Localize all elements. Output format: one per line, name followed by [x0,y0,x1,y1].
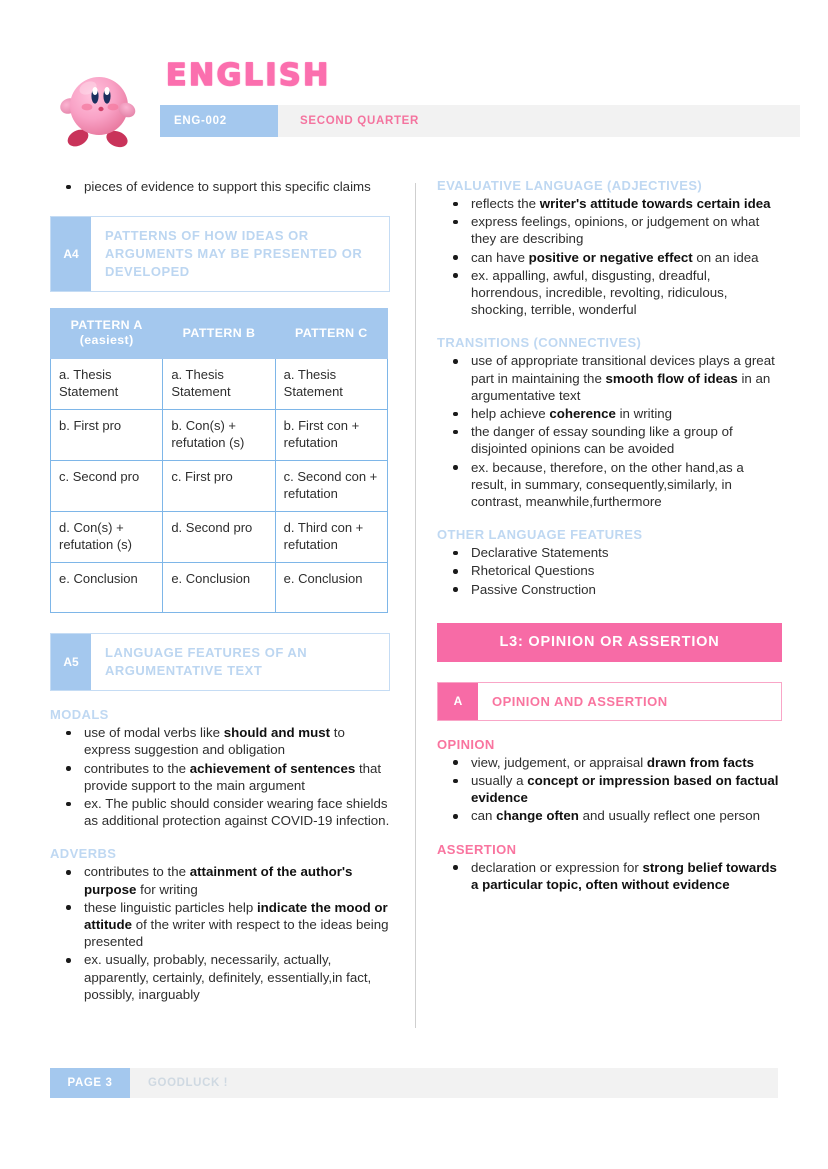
left-column [50,178,390,1004]
page-header [0,0,828,160]
section-a-title: OPINION AND ASSERTION [492,693,668,709]
assertion-bullet-list [437,859,782,893]
table-header-cell [163,309,275,359]
list-item: can have positive or negative effect on an idea [437,249,782,266]
right-column [437,178,782,894]
list-item: Declarative Statements [437,544,782,561]
list-item: pieces of evidence to support this specific claims [50,178,390,195]
quarter-label: SECOND QUARTER [300,115,420,127]
list-item: declaration or expression for strong belief towards a particular topic, often without evidence [437,859,782,893]
page-title: ENGLISH [166,58,331,93]
table-cell: d. Con(s) + refutation (s) [51,512,163,563]
opinion-bullet-list [437,754,782,825]
table-cell: a. Thesis Statement [163,359,275,410]
intro-bullet-list [50,178,390,195]
table-row [51,410,388,461]
list-item: express feelings, opinions, or judgement on what they are describing [437,213,782,247]
list-item: contributes to the attainment of the author's purpose for writing [50,863,390,897]
table-header-row [51,309,388,359]
section-a5-tag: A5 [51,634,91,690]
page-footer [50,1068,778,1098]
modals-bullet-list [50,724,390,829]
table-row [51,563,388,613]
section-transitions [437,335,782,510]
list-item: Passive Construction [437,581,782,598]
section-adverbs [50,846,390,1003]
course-code-badge: ENG-002 [160,105,278,137]
section-label-modals: MODALS [50,707,109,723]
column-divider [415,183,416,1028]
section-a-box [437,682,782,721]
section-evaluative-language [437,178,782,318]
section-opinion [437,737,782,825]
list-item: the danger of essay sounding like a group of disjointed opinions can be avoided [437,423,782,457]
list-item: contributes to the achievement of sentences that provide support to the main argument [50,760,390,794]
transitions-bullet-list [437,352,782,510]
header-info-bar [160,105,800,137]
other-features-bullet-list [437,544,782,598]
list-item: these linguistic particles help indicate the mood or attitude of the writer with respect to the ideas being presented [50,899,390,951]
header-main: PATTERN A [70,318,143,333]
table-cell: a. Thesis Statement [275,359,387,410]
section-modals [50,707,390,829]
table-cell: c. Second con + refutation [275,461,387,512]
section-label-assertion: ASSERTION [437,841,517,857]
table-cell: a. Thesis Statement [51,359,163,410]
section-a4-box [50,216,390,292]
lesson-banner-l3: L3: OPINION OR ASSERTION [437,623,782,662]
section-label-evaluative-language: EVALUATIVE LANGUAGE (ADJECTIVES) [437,178,703,193]
list-item: help achieve coherence in writing [437,405,782,422]
table-cell: d. Second pro [163,512,275,563]
table-cell: b. First con + refutation [275,410,387,461]
adverbs-bullet-list [50,863,390,1003]
list-item: can change often and usually reflect one person [437,807,782,824]
table-row [51,461,388,512]
table-cell: c. First pro [163,461,275,512]
section-label-transitions: TRANSITIONS (CONNECTIVES) [437,335,642,351]
section-label-other-language-features: OTHER LANGUAGE FEATURES [437,527,643,543]
list-item: ex. because, therefore, on the other hand,as a result, in summary, consequently,similarly, in contrast, meanwhile,furthermore [437,459,782,511]
section-label-opinion: OPINION [437,736,495,752]
list-item: ex. appalling, awful, disgusting, dreadful, horrendous, incredible, revolting, ridiculous, shocking, terrible, wonderful [437,267,782,319]
table-row [51,512,388,563]
list-item: use of appropriate transitional devices plays a great part in maintaining the smooth flow of ideas in an argumentative text [437,352,782,404]
table-cell: e. Conclusion [163,563,275,613]
table-cell: e. Conclusion [51,563,163,613]
list-item: usually a concept or impression based on factual evidence [437,772,782,806]
list-item: ex. The public should consider wearing face shields as additional protection against COVID-19 infection. [50,795,390,829]
table-header-cell [51,309,163,359]
list-item: Rhetorical Questions [437,562,782,579]
header-main: PATTERN B [182,325,256,340]
section-a-tag: A [438,683,478,720]
table-cell: e. Conclusion [275,563,387,613]
header-main: PATTERN C [294,325,368,340]
section-a4-title: PATTERNS OF HOW IDEAS OR ARGUMENTS MAY BE PRESENTED OR DEVELOPED [105,228,363,280]
kirby-mascot-icon [56,62,140,150]
table-header-cell [275,309,387,359]
footer-message: GOODLUCK ! [148,1077,229,1089]
page-number-badge: PAGE 3 [50,1068,130,1098]
list-item: reflects the writer's attitude towards certain idea [437,195,782,212]
section-label-adverbs: ADVERBS [50,846,117,862]
table-cell: b. First pro [51,410,163,461]
section-other-language-features [437,527,782,598]
table-cell: b. Con(s) + refutation (s) [163,410,275,461]
notes-content [0,178,828,1038]
section-a5-title: LANGUAGE FEATURES OF AN ARGUMENTATIVE TEXT [105,645,308,679]
table-cell: d. Third con + refutation [275,512,387,563]
list-item: use of modal verbs like should and must to express suggestion and obligation [50,724,390,758]
patterns-table [50,308,388,613]
list-item: view, judgement, or appraisal drawn from facts [437,754,782,771]
evaluative-bullet-list [437,195,782,318]
header-sub: (easiest) [79,333,134,348]
section-a5-box [50,633,390,691]
table-row [51,359,388,410]
section-a4-tag: A4 [51,217,91,291]
section-assertion [437,842,782,893]
patterns-table-body [51,359,388,613]
list-item: ex. usually, probably, necessarily, actually, apparently, certainly, definitely, essentially,in fact, possibly, inarguably [50,951,390,1003]
table-cell: c. Second pro [51,461,163,512]
